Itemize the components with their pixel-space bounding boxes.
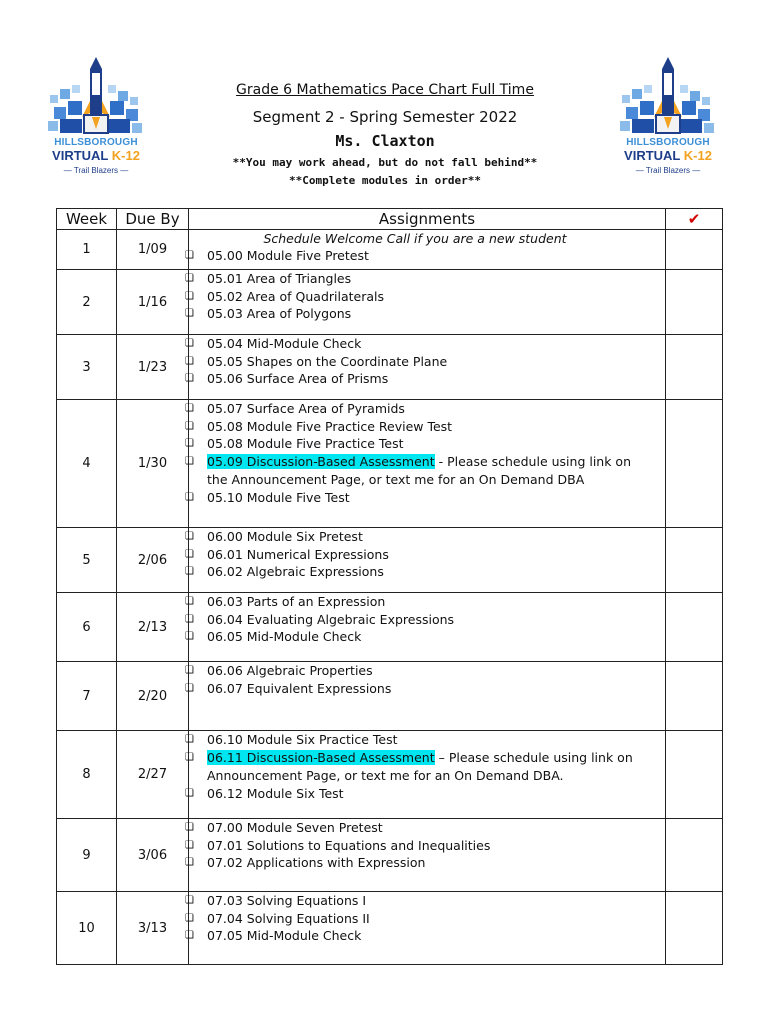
checkbox-icon: ❏ [185, 895, 194, 906]
assignment-item [185, 453, 665, 471]
assessment-instruction-continued: the Announcement Page, or text me for an On Demand DBA [207, 472, 585, 487]
checkbox-icon: ❏ [185, 438, 194, 449]
assignment-label: 06.03 Parts of an Expression [207, 594, 386, 609]
assignment-label: 06.07 Equivalent Expressions [207, 680, 392, 696]
due-date-cell: 2/13 [117, 593, 189, 662]
assignment-label: 05.05 Shapes on the Coordinate Plane [207, 353, 448, 369]
due-date-cell: 3/06 [117, 819, 189, 892]
week-cell: 1 [57, 230, 117, 270]
logo-line-1: HILLSBOROUGH [626, 137, 710, 148]
assignments-cell [185, 528, 666, 593]
table-row [57, 400, 723, 528]
teacher-name: Ms. Claxton [335, 132, 435, 150]
assignment-label: 05.00 Module Five Pretest [207, 248, 369, 263]
logo-line-1: HILLSBOROUGH [54, 137, 138, 148]
assignment-item [185, 837, 665, 855]
week-cell: 2 [57, 270, 117, 335]
checkbox-icon: ❏ [185, 338, 194, 349]
assignments-cell [185, 593, 666, 662]
table-row [57, 593, 723, 662]
checkbox-icon: ❏ [185, 273, 194, 284]
completion-check-cell[interactable] [666, 662, 723, 731]
assignment-item [185, 680, 665, 698]
assignment-label: 05.08 Module Five Practice Review Test [207, 418, 453, 434]
assignment-item [185, 546, 665, 564]
assignment-label: 05.01 Area of Triangles [207, 271, 352, 286]
completion-check-cell[interactable] [666, 819, 723, 892]
assignment-item [185, 910, 665, 928]
due-date-cell: 2/20 [117, 662, 189, 731]
instruction-note-1: **You may work ahead, but do not fall behind** [232, 156, 538, 169]
assignment-label: 07.00 Module Seven Pretest [207, 820, 383, 835]
assignment-label: 05.08 Module Five Practice Test [207, 436, 404, 451]
checkbox-icon: ❏ [185, 455, 194, 467]
assignment-label: 06.04 Evaluating Algebraic Expressions [207, 611, 455, 627]
assignments-cell [185, 335, 666, 400]
assignment-item [185, 611, 665, 629]
assignment-label: 06.00 Module Six Pretest [207, 529, 363, 544]
school-logo-right [618, 55, 718, 180]
table-row [57, 270, 723, 335]
page-title: Grade 6 Mathematics Pace Chart Full Time [236, 82, 534, 98]
assignment-item [185, 892, 665, 910]
week-cell: 6 [57, 593, 117, 662]
week-cell: 5 [57, 528, 117, 593]
week-cell: 4 [57, 400, 117, 528]
due-date-cell: 1/30 [117, 400, 189, 528]
week-cell: 7 [57, 662, 117, 731]
assignment-item [185, 563, 665, 581]
checkbox-icon: ❏ [185, 403, 194, 414]
assignment-label: 05.04 Mid-Module Check [207, 336, 362, 351]
due-date-cell: 1/16 [117, 270, 189, 335]
checkbox-icon: ❏ [185, 912, 194, 924]
assignments-cell [185, 731, 666, 819]
assignment-label: 07.04 Solving Equations II [207, 910, 370, 926]
checkbox-icon: ❏ [185, 822, 194, 833]
assignments-cell [185, 400, 666, 528]
assignment-item [185, 731, 665, 749]
assignments-cell [185, 270, 666, 335]
table-row [57, 819, 723, 892]
logo-line-2: VIRTUAL K-12 [52, 148, 140, 163]
assignment-label: 06.05 Mid-Module Check [207, 629, 362, 644]
assignment-item [185, 528, 665, 546]
school-logo-left [46, 55, 146, 180]
assignment-item [185, 400, 665, 418]
assignments-cell [185, 819, 666, 892]
assignment-label: 05.03 Area of Polygons [207, 306, 352, 321]
assignment-label: 06.06 Algebraic Properties [207, 663, 373, 678]
assignment-item [185, 288, 665, 306]
table-row [57, 335, 723, 400]
assignment-item [185, 628, 665, 646]
assignment-item [185, 749, 665, 767]
checkbox-icon: ❏ [185, 682, 194, 694]
completion-check-cell[interactable] [666, 892, 723, 965]
completion-check-cell[interactable] [666, 528, 723, 593]
checkbox-icon: ❏ [185, 734, 194, 745]
checkbox-icon: ❏ [185, 531, 194, 542]
week-cell: 8 [57, 731, 117, 819]
assignment-label: 07.02 Applications with Expression [207, 855, 426, 870]
assignment-item [185, 489, 665, 507]
due-date-cell: 2/27 [117, 731, 189, 819]
checkbox-icon: ❏ [185, 631, 194, 642]
table-row [57, 528, 723, 593]
completion-check-cell[interactable] [666, 593, 723, 662]
checkbox-icon: ❏ [185, 930, 194, 941]
due-date-cell: 3/13 [117, 892, 189, 965]
assignment-label: 06.02 Algebraic Expressions [207, 564, 384, 579]
checkbox-icon: ❏ [185, 492, 194, 503]
assignment-label: 05.07 Surface Area of Pyramids [207, 401, 405, 416]
assignment-item [185, 927, 665, 945]
due-date-cell: 2/06 [117, 528, 189, 593]
assignment-item [185, 270, 665, 288]
assessment-instruction: - Please schedule using link on [434, 453, 631, 469]
checkbox-icon: ❏ [185, 420, 194, 432]
instruction-note-2: **Complete modules in order** [288, 174, 482, 187]
assignment-label: 06.12 Module Six Test [207, 786, 344, 801]
checkbox-icon: ❏ [185, 250, 194, 261]
checkbox-icon: ❏ [185, 857, 194, 868]
assignment-item [185, 418, 665, 436]
assignment-item [185, 593, 665, 611]
checkbox-icon: ❏ [185, 566, 194, 577]
assessment-instruction: – Please schedule using link on [434, 749, 633, 765]
table-row [57, 230, 723, 270]
welcome-call-note: Schedule Welcome Call if you are a new student [263, 231, 567, 246]
completion-check-cell[interactable] [666, 335, 723, 400]
table-row [57, 731, 723, 819]
assignment-label: 06.10 Module Six Practice Test [207, 732, 398, 747]
due-by-column-header: Due By [117, 209, 189, 230]
segment-title: Segment 2 - Spring Semester 2022 [252, 108, 518, 126]
week-cell: 9 [57, 819, 117, 892]
logo-line-3: — Trail Blazers — [635, 166, 701, 175]
pace-chart-table [56, 208, 723, 965]
checkbox-icon: ❏ [185, 548, 194, 560]
assignment-item [185, 247, 665, 265]
assignments-column-header: Assignments [189, 209, 666, 230]
table-header-row [57, 209, 723, 230]
completion-check-cell[interactable] [666, 270, 723, 335]
assignment-item [185, 662, 665, 680]
week-cell: 10 [57, 892, 117, 965]
due-date-cell: 1/09 [117, 230, 189, 270]
completion-check-cell[interactable] [666, 731, 723, 819]
week-column-header: Week [57, 209, 117, 230]
assignment-item [185, 785, 665, 803]
assignment-item [185, 854, 665, 872]
table-row [57, 892, 723, 965]
assignment-label [189, 749, 633, 767]
highlighted-assessment: 06.11 Discussion-Based Assessment [207, 749, 435, 765]
rocket-logo-icon [46, 55, 146, 137]
checkbox-icon: ❏ [185, 788, 194, 799]
checkbox-icon: ❏ [185, 665, 194, 676]
assignment-item [185, 305, 665, 323]
checkbox-icon: ❏ [185, 839, 194, 851]
assignments-cell [185, 230, 666, 270]
completion-check-cell[interactable] [666, 230, 723, 270]
checkbox-icon: ❏ [185, 751, 194, 763]
assignment-label: 05.10 Module Five Test [207, 490, 350, 505]
assignment-item [185, 370, 665, 388]
assignment-label: 05.06 Surface Area of Prisms [207, 371, 389, 386]
checkbox-icon: ❏ [185, 613, 194, 625]
assignment-label: 07.05 Mid-Module Check [207, 928, 362, 943]
assignment-item [185, 819, 665, 837]
completion-check-cell[interactable] [666, 400, 723, 528]
assignment-label: 07.01 Solutions to Equations and Inequalities [207, 837, 491, 853]
week-cell: 3 [57, 335, 117, 400]
assignments-cell [185, 662, 666, 731]
assessment-instruction-continued: Announcement Page, or text me for an On Demand DBA. [207, 768, 564, 783]
assignment-item [185, 353, 665, 371]
due-date-cell: 1/23 [117, 335, 189, 400]
checkmark-icon: ✔ [666, 209, 723, 230]
checkbox-icon: ❏ [185, 308, 194, 319]
logo-line-3: — Trail Blazers — [63, 166, 129, 175]
assignment-label: 07.03 Solving Equations I [207, 893, 367, 908]
assignment-label: 05.02 Area of Quadrilaterals [207, 288, 384, 304]
highlighted-assessment: 05.09 Discussion-Based Assessment [207, 453, 435, 469]
table-row [57, 662, 723, 731]
assignment-label [189, 453, 631, 471]
assignments-cell [185, 892, 666, 965]
checkbox-icon: ❏ [185, 596, 194, 607]
checkbox-icon: ❏ [185, 290, 194, 302]
checkbox-icon: ❏ [185, 355, 194, 367]
assignment-item [185, 335, 665, 353]
logo-line-2: VIRTUAL K-12 [624, 148, 712, 163]
rocket-logo-icon [618, 55, 718, 137]
assignment-item [185, 435, 665, 453]
assignment-label: 06.01 Numerical Expressions [207, 546, 389, 562]
checkbox-icon: ❏ [185, 373, 194, 384]
